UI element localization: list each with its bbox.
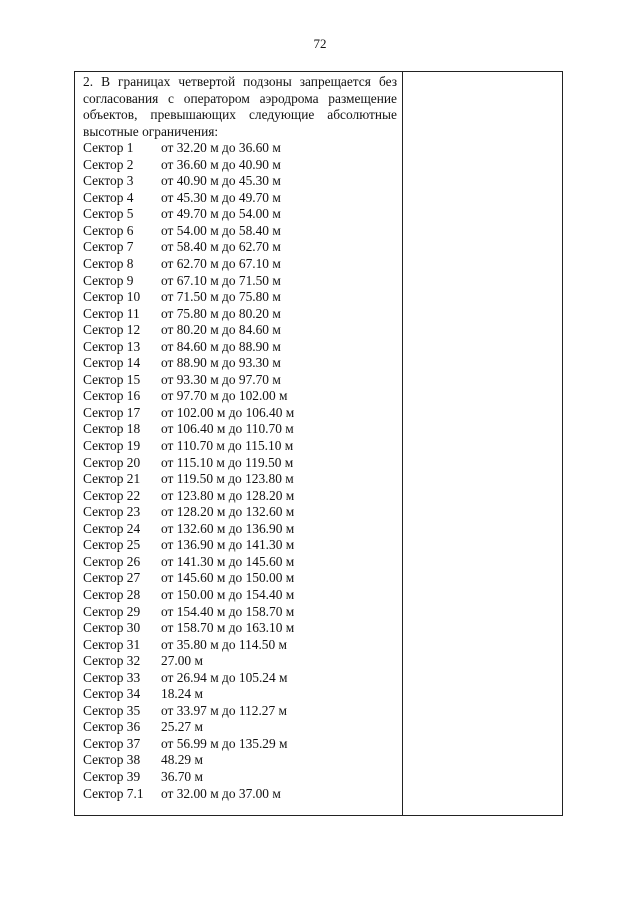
sector-row [83, 554, 397, 571]
sector-row [83, 256, 397, 273]
sector-range: от 150.00 м до 154.40 м [161, 586, 295, 602]
sector-range: от 123.80 м до 128.20 м [161, 487, 295, 503]
sector-range: от 32.20 м до 36.60 м [161, 140, 281, 156]
sector-name: Сектор 17 [83, 404, 141, 420]
sector-name: Сектор 16 [83, 388, 141, 404]
sector-name: Сектор 22 [83, 487, 141, 503]
sector-row [83, 703, 397, 720]
sector-list [83, 140, 397, 802]
sector-row [83, 769, 397, 786]
sector-row [83, 786, 397, 803]
sector-range: от 71.50 м до 75.80 м [161, 289, 281, 305]
sector-range: от 106.40 м до 110.70 м [161, 421, 294, 437]
sector-name: Сектор 6 [83, 222, 134, 238]
sector-range: от 45.30 м до 49.70 м [161, 189, 281, 205]
sector-name: Сектор 7 [83, 239, 134, 255]
sector-name: Сектор 2 [83, 156, 134, 172]
sector-row [83, 273, 397, 290]
sector-range: от 132.60 м до 136.90 м [161, 520, 295, 536]
sector-name: Сектор 15 [83, 371, 141, 387]
sector-row [83, 339, 397, 356]
sector-name: Сектор 25 [83, 537, 141, 553]
sector-name: Сектор 13 [83, 338, 141, 354]
sector-name: Сектор 18 [83, 421, 141, 437]
sector-range: от 115.10 м до 119.50 м [161, 454, 294, 470]
sector-row [83, 504, 397, 521]
table-left-cell [74, 71, 403, 816]
sector-row [83, 388, 397, 405]
sector-row [83, 620, 397, 637]
sector-range: от 93.30 м до 97.70 м [161, 371, 281, 387]
sector-row [83, 405, 397, 422]
sector-range: от 40.90 м до 45.30 м [161, 173, 281, 189]
sector-name: Сектор 30 [83, 620, 141, 636]
sector-name: Сектор 39 [83, 768, 141, 784]
sector-range: от 97.70 м до 102.00 м [161, 388, 288, 404]
sector-row [83, 322, 397, 339]
sector-name: Сектор 12 [83, 322, 141, 338]
sector-name: Сектор 24 [83, 520, 141, 536]
sector-range: от 32.00 м до 37.00 м [161, 785, 281, 801]
sector-range: от 36.60 м до 40.90 м [161, 156, 281, 172]
cell-content [83, 74, 397, 802]
sector-range: от 33.97 м до 112.27 м [161, 702, 288, 718]
sector-row [83, 670, 397, 687]
sector-row [83, 488, 397, 505]
sector-row [83, 719, 397, 736]
sector-range: от 54.00 м до 58.40 м [161, 222, 281, 238]
table-right-cell [402, 71, 563, 816]
sector-range: от 49.70 м до 54.00 м [161, 206, 281, 222]
sector-name: Сектор 38 [83, 752, 141, 768]
sector-name: Сектор 32 [83, 653, 141, 669]
sector-name: Сектор 37 [83, 735, 141, 751]
sector-name: Сектор 8 [83, 256, 134, 272]
sector-range: от 56.99 м до 135.29 м [161, 735, 288, 751]
sector-range: от 80.20 м до 84.60 м [161, 322, 281, 338]
sector-name: Сектор 26 [83, 553, 141, 569]
sector-row [83, 653, 397, 670]
sector-name: Сектор 10 [83, 289, 141, 305]
sector-name: Сектор 31 [83, 636, 141, 652]
sector-row [83, 190, 397, 207]
sector-row [83, 421, 397, 438]
sector-row [83, 372, 397, 389]
sector-name: Сектор 9 [83, 272, 134, 288]
sector-range: от 62.70 м до 67.10 м [161, 256, 281, 272]
sector-row [83, 637, 397, 654]
sector-name: Сектор 34 [83, 686, 141, 702]
sector-range: от 102.00 м до 106.40 м [161, 404, 295, 420]
sector-name: Сектор 1 [83, 140, 134, 156]
sector-range: 25.27 м [161, 719, 203, 735]
sector-name: Сектор 29 [83, 603, 141, 619]
sector-range: от 110.70 м до 115.10 м [161, 438, 294, 454]
sector-name: Сектор 11 [83, 305, 140, 321]
sector-name: Сектор 20 [83, 454, 141, 470]
sector-row [83, 289, 397, 306]
sector-row [83, 140, 397, 157]
sector-name: Сектор 36 [83, 719, 141, 735]
sector-row [83, 604, 397, 621]
sector-range: от 75.80 м до 80.20 м [161, 305, 281, 321]
sector-name: Сектор 21 [83, 471, 141, 487]
sector-range: от 145.60 м до 150.00 м [161, 570, 295, 586]
sector-row [83, 223, 397, 240]
sector-range: от 141.30 м до 145.60 м [161, 553, 295, 569]
sector-range: 36.70 м [161, 768, 203, 784]
sector-name: Сектор 23 [83, 504, 141, 520]
sector-range: от 154.40 м до 158.70 м [161, 603, 295, 619]
sector-row [83, 521, 397, 538]
page-number: 72 [313, 36, 327, 51]
sector-name: Сектор 27 [83, 570, 141, 586]
sector-name: Сектор 35 [83, 702, 141, 718]
sector-name: Сектор 28 [83, 586, 141, 602]
sector-range: от 158.70 м до 163.10 м [161, 620, 295, 636]
sector-row [83, 570, 397, 587]
sector-range: от 35.80 м до 114.50 м [161, 636, 288, 652]
sector-name: Сектор 7.1 [83, 785, 144, 801]
sector-row [83, 355, 397, 372]
sector-row [83, 455, 397, 472]
sector-row [83, 206, 397, 223]
sector-name: Сектор 4 [83, 189, 134, 205]
sector-name: Сектор 3 [83, 173, 134, 189]
sector-row [83, 438, 397, 455]
sector-name: Сектор 19 [83, 438, 141, 454]
sector-range: от 136.90 м до 141.30 м [161, 537, 295, 553]
sector-range: от 128.20 м до 132.60 м [161, 504, 295, 520]
sector-name: Сектор 33 [83, 669, 141, 685]
sector-row [83, 239, 397, 256]
sector-row [83, 306, 397, 323]
sector-range: 27.00 м [161, 653, 203, 669]
sector-row [83, 471, 397, 488]
sector-range: от 119.50 м до 123.80 м [161, 471, 294, 487]
sector-range: от 88.90 м до 93.30 м [161, 355, 281, 371]
sector-row [83, 686, 397, 703]
sector-row [83, 173, 397, 190]
sector-name: Сектор 5 [83, 206, 134, 222]
sector-row [83, 537, 397, 554]
sector-row [83, 157, 397, 174]
sector-range: 18.24 м [161, 686, 203, 702]
intro-paragraph: 2. В границах четвертой подзоны запрещается без согласования с оператором аэродрома размещение объектов, превышающих следующие абсолютные высотные ограничения: [83, 74, 397, 139]
sector-row [83, 587, 397, 604]
sector-range: от 67.10 м до 71.50 м [161, 272, 281, 288]
sector-range: от 58.40 м до 62.70 м [161, 239, 281, 255]
sector-range: от 84.60 м до 88.90 м [161, 338, 281, 354]
sector-row [83, 752, 397, 769]
sector-row [83, 736, 397, 753]
sector-range: от 26.94 м до 105.24 м [161, 669, 288, 685]
sector-name: Сектор 14 [83, 355, 141, 371]
sector-range: 48.29 м [161, 752, 203, 768]
